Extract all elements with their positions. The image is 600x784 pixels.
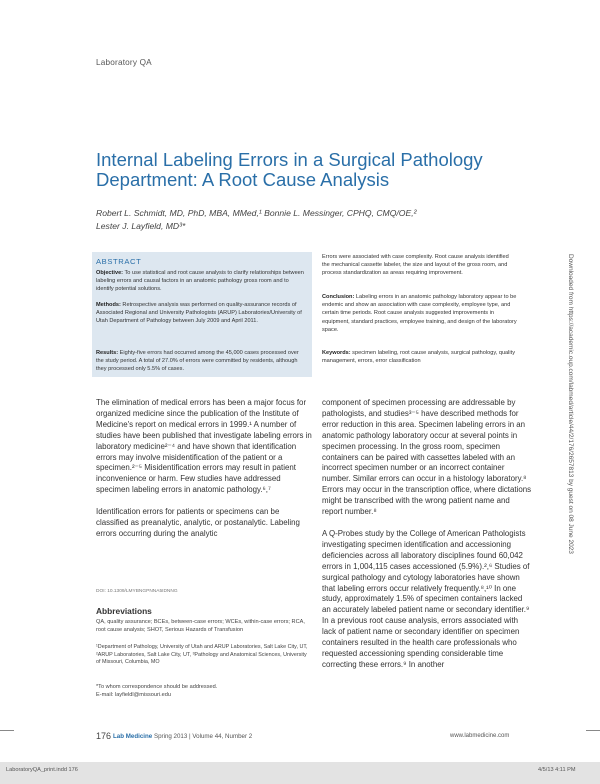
body-left-column [96,398,312,551]
abstract-heading: ABSTRACT [96,257,142,266]
download-note: Downloaded from https://academic.oup.com/labmed/article/44/2/176/2657813 by guest on 08 June 2023 [567,254,574,554]
keywords-text: specimen labeling, root cause analysis, surgical pathology, quality management, errors, error classification [322,350,515,365]
results-label: Results: [96,350,119,356]
abstract-objective [96,269,308,294]
conclusion-label: Conclusion: [322,294,355,300]
correspondence-note: *To whom correspondence should be addressed. [96,684,218,690]
article-title: Internal Labeling Errors in a Surgical Pathology Department: A Root Cause Analysis [96,149,483,190]
abstract-results-continued: Errors were associated with case complexity. Root cause analysis identified the mechanical cassette labeler, the size and layout of the gross room, and process standardization as areas requiring improvement. [322,254,509,277]
body-paragraph: Identification errors for patients or specimens can be classified as preanalytic, analytic, or postanalytic. Labeling errors occurring during the analytic [96,507,300,538]
results-text: Eighty-five errors had occurred among the 45,000 cases processed over the study period. A total of 27.0% of errors were committed by residents, although they processed only 5.5% of cases. [96,350,299,373]
journal-footer [113,733,252,740]
journal-name: Lab Medicine [113,733,153,740]
objective-label: Objective: [96,270,124,276]
author-list [96,207,516,232]
abbreviations-title: Abbreviations [96,606,152,616]
methods-label: Methods: [96,302,121,308]
body-paragraph: A Q-Probes study by the College of American Pathologists investigating specimen identification and accessioning deficiencies across all laboratory disciplines found 60,042 errors in 1,004,115 cases accessioned (5.9%).²,⁶ Studies of surgical pathology and cytology laboratories have shown that labeling errors occur relatively frequently.⁸,¹⁰ In one study, approximately 1.5% of specimen containers lacked an accurately labeled patient name or secondary identifier.⁹ In a previous root cause analysis, errors associated with lack of patient name or secondary identifier on specimen containers resulted in the health care professionals who requested accessioning spending considerable time correcting these errors.⁹ In another [322,528,530,669]
keywords-label: Keywords: [322,350,351,356]
body-paragraph: component of specimen processing are addressable by pathologists, and studies³⁻⁵ have described methods for error reduction in this area. Specimen labeling errors in an anatomic pathology laboratory occur at several points in specimen processing. In the gross room, specimen containers can be paired with cassettes labeled with an incorrect specimen number or an incorrect container number. Similar errors can occur in a histology laboratory.⁸ Errors may occur in the transcription office, where dictations might be transcribed with the wrong patient name and report number.⁸ [322,398,532,517]
correspondence-email[interactable]: E-mail: layfieldl@missouri.edu [96,692,172,698]
correspondence [96,683,312,699]
printer-file-label: LaboratoryQA_print.indd 176 [6,767,78,773]
abbreviations-text: QA, quality assurance; BCEs, between-case errors; WCEs, within-case errors; RCA, root cause analysis; SHOT, Serious Hazards of Transfusion [96,619,305,633]
affiliations: ¹Department of Pathology, University of Utah and ARUP Laboratories, Salt Lake City, UT, ²ARUP Laboratories, Salt Lake City, UT, ³Pathology and Anatomical Sciences, University of Missouri, Columbia, MO [96,644,308,666]
crop-mark [0,730,14,731]
printer-slug-bar [0,762,600,784]
journal-url[interactable]: www.labmedicine.com [450,733,510,739]
abstract-conclusion [322,293,518,334]
doi: DOI: 10.1309/LMYBNGPNNA5IDNNG [96,589,178,594]
abstract-results [96,349,308,374]
abstract-methods [96,301,308,326]
body-paragraph: The elimination of medical errors has been a major focus for organized medicine since the publication of the Institute of Medicine's report on medical errors in 1999.¹ A number of studies have been published that investigate labeling errors in laboratory medicine²⁻⁴ and have shown that identification errors may involve misidentification of the patient or a specimen.²⁻⁵ Misidentification errors may result in patient inconvenience or harm. Few studies have addressed specimen labeling errors in anatomic pathology.⁶,⁷ [96,398,312,495]
printer-date-label: 4/5/13 4:11 PM [538,767,576,773]
objective-text: To use statistical and root cause analysis to clarify relationships between labeling errors and causal factors in an anatomic pathology gross room and to identify potential solutions. [96,270,304,293]
crop-mark [586,730,600,731]
journal-issue: Spring 2013 | Volume 44, Number 2 [153,733,253,740]
section-label: Laboratory QA [96,58,152,67]
abstract-keywords [322,349,518,365]
authors-line-1: Robert L. Schmidt, MD, PhD, MBA, MMed,¹ Bonnie L. Messinger, CPHQ, CMQ/OE,² [96,208,417,218]
body-right-column [322,398,532,682]
authors-line-2: Lester J. Layfield, MD³* [96,220,186,231]
page-number: 176 [96,731,112,741]
conclusion-text: Labeling errors in an anatomic pathology laboratory appear to be endemic and show an association with case complexity, employee type, and certain time periods. Root cause analysis suggested improvements in equipment, standard practices, employee training, and design of the laboratory space. [322,294,517,333]
methods-text: Retrospective analysis was performed on quality-assurance records of Associated Regional and University Pathologists (ARUP) Laboratories/University of Utah Department of Pathology between July 2009 and April 2011. [96,302,302,325]
